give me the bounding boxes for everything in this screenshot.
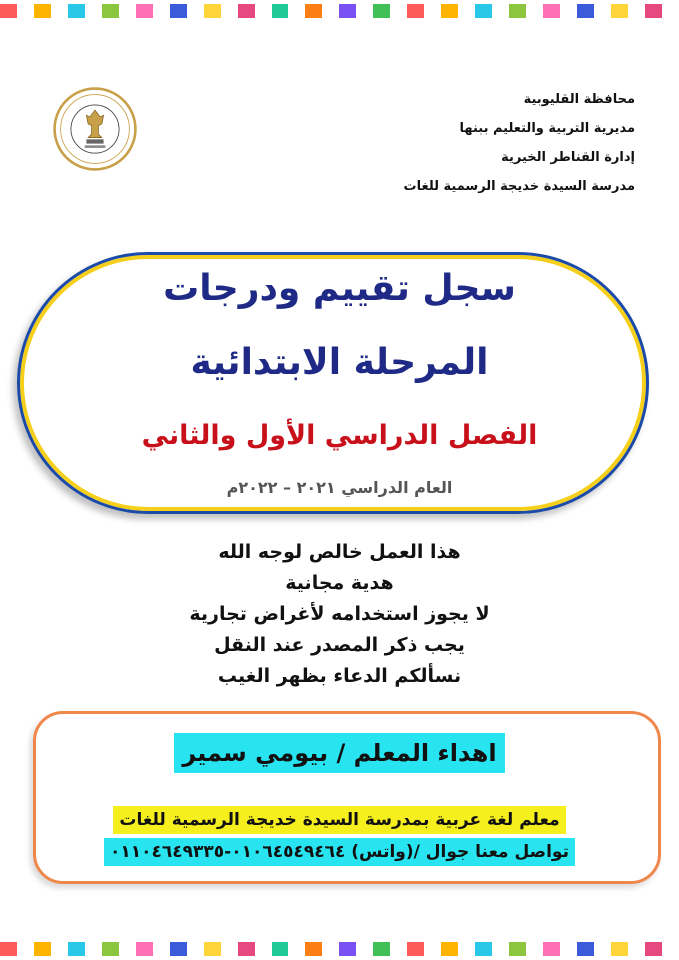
stage-title: المرحلة الابتدائية — [190, 342, 489, 383]
stripe-segment — [526, 4, 543, 18]
bottom-color-stripe — [0, 942, 679, 956]
stripe-segment — [238, 4, 255, 18]
stripe-segment — [424, 942, 441, 956]
stripe-segment — [153, 942, 170, 956]
stripe-segment — [170, 4, 187, 18]
stripe-segment — [339, 4, 356, 18]
stripe-segment — [322, 942, 339, 956]
gift-line — [0, 733, 679, 773]
stripe-segment — [68, 942, 85, 956]
stripe-segment — [187, 942, 204, 956]
dedication-notes — [0, 537, 679, 692]
stripe-segment — [526, 942, 543, 956]
stripe-segment — [136, 942, 153, 956]
stripe-segment — [509, 4, 526, 18]
stripe-segment — [492, 942, 509, 956]
note-line: هذا العمل خالص لوجه الله — [218, 541, 461, 563]
stripe-segment — [645, 4, 662, 18]
stripe-segment — [577, 4, 594, 18]
stripe-segment — [85, 942, 102, 956]
teacher-gift-text: اهداء المعلم / بيومي سمير — [174, 733, 504, 773]
stripe-segment — [492, 4, 509, 18]
stripe-segment — [373, 942, 390, 956]
stripe-segment — [475, 4, 492, 18]
stripe-segment — [221, 4, 238, 18]
stripe-segment — [255, 942, 272, 956]
stripe-segment — [628, 4, 645, 18]
stripe-segment — [475, 942, 492, 956]
administration-label: إدارة القناطر الخيرية — [501, 150, 635, 165]
top-color-stripe — [0, 4, 679, 18]
stripe-segment — [305, 4, 322, 18]
stripe-segment — [594, 4, 611, 18]
governorate-label: محافظة القليوبية — [523, 92, 635, 107]
stripe-segment — [17, 4, 34, 18]
stripe-segment — [662, 942, 679, 956]
stripe-segment — [594, 942, 611, 956]
stripe-segment — [560, 4, 577, 18]
stripe-segment — [543, 4, 560, 18]
stripe-segment — [356, 942, 373, 956]
stripe-segment — [204, 4, 221, 18]
job-line — [0, 806, 679, 834]
stripe-segment — [153, 4, 170, 18]
stripe-segment — [356, 4, 373, 18]
stripe-segment — [17, 942, 34, 956]
stripe-segment — [272, 942, 289, 956]
stripe-segment — [68, 4, 85, 18]
stripe-segment — [458, 4, 475, 18]
academic-year: العام الدراسي ٢٠٢١ – ٢٠٢٢م — [226, 478, 453, 497]
stripe-segment — [288, 942, 305, 956]
stripe-segment — [51, 942, 68, 956]
teacher-job-text: معلم لغة عربية بمدرسة السيدة خديجة الرسمية للغات — [113, 806, 565, 834]
stripe-segment — [424, 4, 441, 18]
stripe-segment — [0, 4, 17, 18]
stripe-segment — [288, 4, 305, 18]
stripe-segment — [509, 942, 526, 956]
stripe-segment — [102, 942, 119, 956]
stripe-segment — [390, 4, 407, 18]
stripe-segment — [187, 4, 204, 18]
stripe-segment — [255, 4, 272, 18]
stripe-segment — [577, 942, 594, 956]
semester-title: الفصل الدراسي الأول والثاني — [141, 420, 538, 451]
stripe-segment — [85, 4, 102, 18]
note-line: نسألكم الدعاء بظهر الغيب — [217, 665, 462, 687]
stripe-segment — [305, 942, 322, 956]
record-title: سجل تقييم ودرجات — [163, 268, 516, 309]
stripe-segment — [611, 4, 628, 18]
stripe-segment — [628, 942, 645, 956]
stripe-segment — [51, 4, 68, 18]
stripe-segment — [0, 942, 17, 956]
stripe-segment — [238, 942, 255, 956]
stripe-segment — [407, 4, 424, 18]
note-line: لا يجوز استخدامه لأغراض تجارية — [189, 603, 490, 625]
teacher-contact-text: تواصل معنا جوال /(واتس) ٠١٠٦٤٥٤٩٤٦٤-٠١١٠٤٦٤٩٣٣٥ — [104, 838, 575, 866]
administration-header — [315, 85, 635, 201]
stripe-segment — [119, 942, 136, 956]
stripe-segment — [119, 4, 136, 18]
stripe-segment — [34, 942, 51, 956]
stripe-segment — [373, 4, 390, 18]
stripe-segment — [102, 4, 119, 18]
stripe-segment — [390, 942, 407, 956]
stripe-segment — [458, 942, 475, 956]
note-line: هدية مجانية — [285, 572, 394, 594]
stripe-segment — [543, 942, 560, 956]
stripe-segment — [339, 942, 356, 956]
stripe-segment — [204, 942, 221, 956]
stripe-segment — [645, 942, 662, 956]
stripe-segment — [441, 4, 458, 18]
stripe-segment — [560, 942, 577, 956]
stripe-segment — [136, 4, 153, 18]
stripe-segment — [170, 942, 187, 956]
stripe-segment — [441, 942, 458, 956]
stripe-segment — [611, 942, 628, 956]
school-label: مدرسة السيدة خديجة الرسمية للغات — [403, 179, 635, 194]
stripe-segment — [662, 4, 679, 18]
stripe-segment — [272, 4, 289, 18]
stripe-segment — [34, 4, 51, 18]
stripe-segment — [322, 4, 339, 18]
directorate-label: مديرية التربية والتعليم ببنها — [459, 121, 635, 136]
stripe-segment — [221, 942, 238, 956]
ministry-seal-icon — [52, 86, 138, 172]
stripe-segment — [407, 942, 424, 956]
contact-line — [0, 838, 679, 866]
note-line: يجب ذكر المصدر عند النقل — [214, 634, 465, 656]
